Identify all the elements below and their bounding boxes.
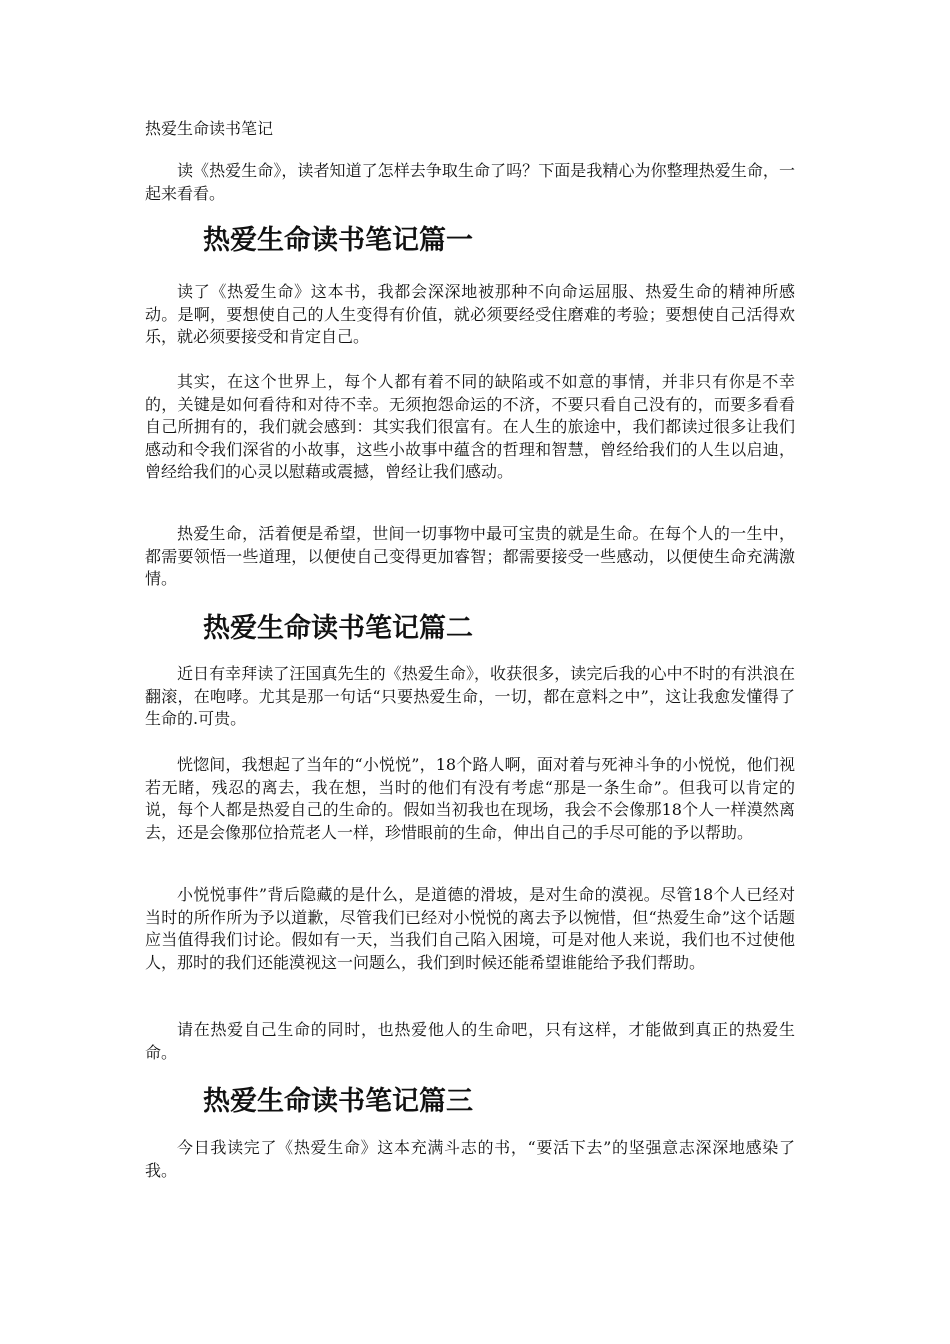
section-3-heading: 热爱生命读书笔记篇三 [203,1086,473,1117]
section-1-paragraph-2: 其实，在这个世界上，每个人都有着不同的缺陷或不如意的事情，并非只有你是不幸的，关键是如何看待和对待不幸。无须抱怨命运的不济，不要只看自己没有的，而要多看看自己所拥有的，我们就会感到：其实我们很富有。在人生的旅途中，我们都读过很多让我们感动和令我们深省的小故事，这些小故事中蕴含的哲理和智慧，曾经给我们的人生以启迪，曾经给我们的心灵以慰藉或震撼，曾经让我们感动。 [145,372,795,481]
document-title: 热爱生命读书笔记 [145,119,274,138]
section-1-heading: 热爱生命读书笔记篇一 [203,225,473,256]
intro-paragraph: 读《热爱生命》，读者知道了怎样去争取生命了吗？下面是我精心为你整理热爱生命，一起来看看。 [145,161,795,203]
section-3-paragraph-1: 今日我读完了《热爱生命》这本充满斗志的书，“要活下去”的坚强意志深深地感染了我。 [145,1138,795,1180]
section-1-paragraph-1: 读了《热爱生命》这本书，我都会深深地被那种不向命运屈服、热爱生命的精神所感动。是啊，要想使自己的人生变得有价值，就必须要经受住磨难的考验；要想使自己活得欢乐，就必须要接受和肯定自己。 [145,282,795,346]
section-2-paragraph-1: 近日有幸拜读了汪国真先生的《热爱生命》，收获很多，读完后我的心中不时的有洪浪在翻滚，在咆哮。尤其是那一句话“只要热爱生命，一切，都在意料之中”，这让我愈发懂得了生命的.可贵。 [145,664,795,728]
section-1-paragraph-3: 热爱生命，活着便是希望，世间一切事物中最可宝贵的就是生命。在每个人的一生中，都需要领悟一些道理，以便使自己变得更加睿智；都需要接受一些感动，以便使生命充满激情。 [145,524,795,588]
section-2-heading: 热爱生命读书笔记篇二 [203,613,473,644]
section-2-paragraph-2: 恍惚间，我想起了当年的“小悦悦”，18个路人啊，面对着与死神斗争的小悦悦，他们视若无睹，残忍的离去，我在想，当时的他们有没有考虑“那是一条生命”。但我可以肯定的说，每个人都是热爱自己的生命的。假如当初我也在现场，我会不会像那18个人一样漠然离去，还是会像那位拾荒老人一样，珍惜眼前的生命，伸出自己的手尽可能的予以帮助。 [145,755,795,842]
section-2-paragraph-3: 小悦悦事件”背后隐藏的是什么，是道德的滑坡，是对生命的漠视。尽管18个人已经对当时的所作所为予以道歉，尽管我们已经对小悦悦的离去予以惋惜，但“热爱生命”这个话题应当值得我们讨论。假如有一天，当我们自己陷入困境，可是对他人来说，我们也不过使他人，那时的我们还能漠视这一问题么，我们到时候还能希望谁能给予我们帮助。 [145,885,795,972]
section-2-paragraph-4: 请在热爱自己生命的同时，也热爱他人的生命吧，只有这样，才能做到真正的热爱生命。 [145,1020,795,1062]
